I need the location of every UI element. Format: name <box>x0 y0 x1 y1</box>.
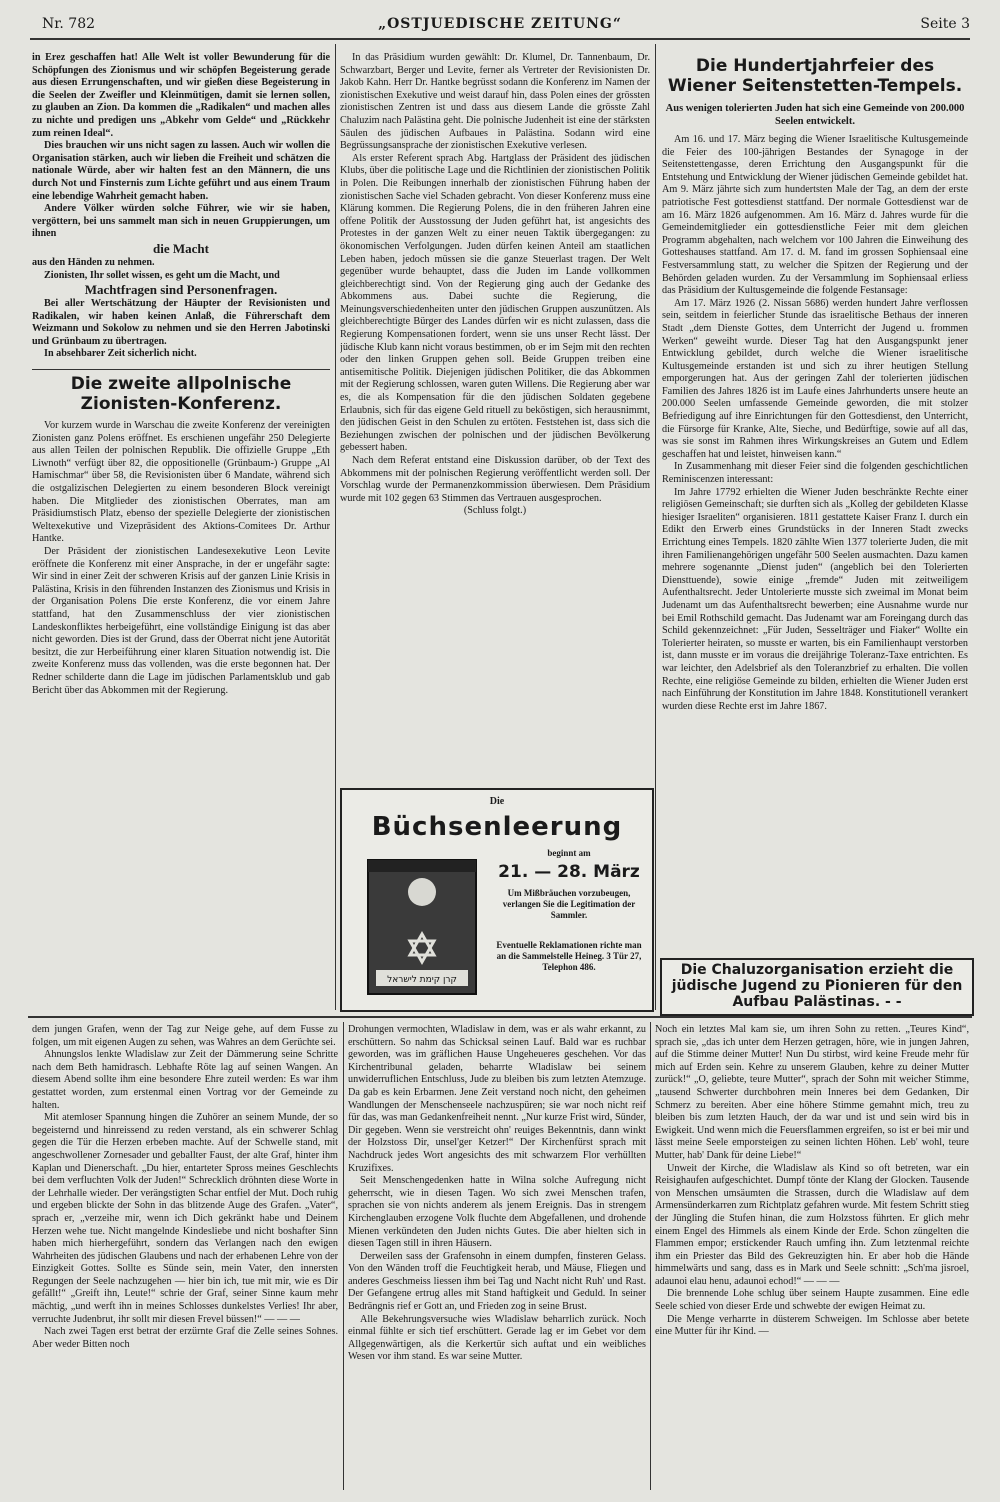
section-divider <box>28 1016 972 1018</box>
paragraph: Am 17. März 1926 (2. Nissan 5686) werden hundert Jahre verflossen sein, seitdem in feierlicher Stunde das israelitische Bethaus der inneren Stadt „dem Dienste Gottes, dem Unterricht der Jugend u. frommen Werken“ geweiht wurde. Dieser Tag hat den Ausgangspunkt jener Entwicklung gebildet, durch welche die Wiener israelitische Kultusgemeinde erstanden ist und sich zu ihrer heutigen Stellung emporgerungen hat. Aus der geringen Zahl der tolerierten jüdischen Familien des Jahres 1826 ist im Laufe eines Jahrhunderts unsere heute an 200.000 Seelen umfassende Gemeinde geworden, die mit stolzer Befriedigung auf ihre Einrichtungen für den Gottesdienst, den Unterricht, die Fürsorge für Kranke, Alte, Sieche, und Bedürftige, sowie auf all das, was sie sonst im Rahmen ihres Wirkungskreises an Gutem und Edlem geschaffen hat und leistet, hinweisen kann.“ <box>662 297 968 460</box>
column-rule <box>650 1022 651 1490</box>
paragraph: In Zusammenhang mit dieser Feier sind die folgenden geschichtlichen Reminiscenzen interessant: <box>662 461 968 486</box>
collection-box-illustration <box>362 852 482 998</box>
paragraph: Nach dem Referat entstand eine Diskussion darüber, ob der Text des Abkommens mit der polnischen Regierung veröffentlicht werden soll. Der Vorschlag wurde der Permanenzkommission überwiesen. Dem Präsidium wurde mit 102 gegen 63 Stimmen das Vertrauen ausgesprochen. <box>340 455 650 504</box>
column-2 <box>340 52 650 742</box>
issue-number: Nr. 782 <box>42 16 96 32</box>
paragraph: Dies brauchen wir uns nicht sagen zu lassen. Auch wir wollen die Organisation stärken, auch wir lieben die Freiheit und schätzen die nationale Würde, aber wir halten fest an den Männern, die uns durch Not und Finsternis zum Lichte geführt und aus einem Traum eine lebendige Wahrheit gemacht haben. <box>32 140 330 202</box>
article-subheading: Aus wenigen tolerierten Juden hat sich eine Gemeinde von 200.000 Seelen entwickelt. <box>665 103 965 127</box>
column-3 <box>662 52 968 952</box>
column-rule <box>335 44 336 1010</box>
emphasis-line: Machtfragen sind Personenfragen. <box>84 282 278 298</box>
paragraph: Die Menge verharrte in düsterem Schweigen. Im Schlosse aber betete eine Mutter für ihr Kind. — <box>655 1313 969 1338</box>
article-heading: Die zweite allpolnische Zionisten-Konferenz. <box>70 374 292 415</box>
paragraph: Mit atemloser Spannung hingen die Zuhörer an seinem Munde, der so begeisternd und hinreissend zu reden verstand, als ein schwerer Schlag gegen die Tür die Herzen erbeben machte. Auf der Schwelle stand, mit angeschwollener Zornesader und geballter Faust, der alte Graf, hinter ihm Kaplan und Dienerschaft. „Du hier, entarteter Spross meines Geschlechts bei dem verfluchten Volk der Juden!“ Schrecklich dröhnten diese Worte in der Lehrhalle wieder. Der verängstigten Schar entfiel der Mut. Doch ruhig und ergeben blickte der Sohn in das blitzende Auge des Grafen. „Vater“, sprach er, „verzeihe mir, wenn ich Dich gekränkt habe und Deinem Herzen wehe tue. Nicht mangelnde Kindesliebe und nicht boshafter Sinn haben mich hierhergeführt, sondern das Verlangen nach den ewigen Wahrheiten des jüdischen Glaubens und nach der erhabenen Lehre von der Einzigkeit Gottes. Sollte es Sünde sein, mein Vater, den innersten Regungen der Seele nachzugehen — hier bin ich, tue mit mir, wie es Dir gefällt!“ „Greift ihn, Leute!“ schrie der Graf, seiner Sinne kaum mehr mächtig, „und werft ihn in meines Schlosses dunkelstes Verlies! Ihr aber, verruchte Judenbrut, ihr sollt mir diesen Frevel büssen!“ — — — <box>32 1112 338 1325</box>
paragraph: Seit Menschengedenken hatte in Wilna solche Aufregung nicht geherrscht, wie in diesen Tagen. Wo sich zwei Menschen trafen, sprachen sie von nichts anderem als jenem Ereignis. Das in strengem Kirchenglauben erzogene Volk fluchte dem Abgefallenen, und drohende Mienen verkündeten den Juden nichts Gutes. Die aber hielten sich in diesen Tagen still in ihren Häusern. <box>348 1175 646 1250</box>
paragraph: Im Jahre 17792 erhielten die Wiener Juden beschränkte Rechte einer religiösen Gemeinschaft; sie durften sich als „Kolleg der gebildeten Klasse hiesiger Israeliten“ organisieren. 1811 gestattete Kaiser Franz I. durch ein Edikt den Erwerb eines Grundstücks in der Inneren Stadt zwecks Errichtung eines Tempels. 1820 zählte Wien 1377 tolerierte Juden, die mit ihren Familienangehörigen ungefähr 500 Seelen ausmachten. Dazu kamen mehrere sogenannte „Dienst juden“ (angeblich bei den Tolerierten Diensttuende), sowie einige „fremde“ Juden mit zeitweiligem Aufenthaltsrecht. Jeder Untolerierte musste sich zweimal im Monat beim Judenamt um das Aufenthaltsrecht bewerben; eine Ausnahme wurde nur bei Emil Rothschild gemacht. Das Judenamt war am Foreingang durch das Schild gekennzeichnet: „Für Juden, Sesselträger und Fiaker“ Wollte ein Tolerierter heiraten, so musste er warten, bis ein Familienhaupt verstorben ist, dann musste er im voraus die dreijährige Toleranz-Taxe entrichten. Es war leichter, den Adelsbrief als den Toleranzbrief zu erhalten. Die vollen Rechte, eine religiöse Gemeinde zu bilden, erhielten die Wiener Juden erst nach Einführung der Konstitution im Jahre 1848. Konstitutionell verankert wurden diese Rechte erst im Jahre 1867. <box>662 486 968 712</box>
paragraph: Bei aller Wertschätzung der Häupter der Revisionisten und Radikalen, wir haben keinen Anlaß, die Führerschaft dem Weizmann und Sokolow zu nehmen und sie den Herren Jabotinski und Grünbaum zu übertragen. <box>32 298 330 347</box>
paragraph: In absehbarer Zeit sicherlich nicht. <box>44 348 197 360</box>
column-1 <box>32 52 330 1010</box>
ad-notice: Um Mißbräuchen vorzubeugen, verlangen Sie die Legitimation der Sammler. <box>502 888 636 920</box>
ad-begins: beginnt am <box>547 848 591 858</box>
paragraph: Noch ein letztes Mal kam sie, um ihren Sohn zu retten. „Teures Kind“, sprach sie, „das ich unter dem Herzen getragen, höre, wie in jungen Jahren, auf die Stimme deiner Mutter! Nun Du stirbst, wird keine Freude mehr für mich auf Erden sein. Kehre zu unserem Glauben, kehre zu deiner Mutter zurück!“ „O, geliebte, teure Mutter“, sprach der Sohn mit weicher Stimme, „tausend Schwerter durchbohren mein Inneres bei dem Gedanken, Dir Schmerz zu bereiten. Aber eine höhere Stimme gemahnt mich, treu zu bleiben bis zum letzten Hauch, der da war und ist und sein wird bis in Ewigkeit. Und wenn mich die Feuersflammen ergreifen, so ist er bei mir und lässt meine Seele emporsteigen zu seinen lichten Höhen. Leb' wohl, teure Mutter, hab' Dank für deine Liebe!“ <box>655 1024 969 1161</box>
ad-dates: 21. — 28. März <box>498 862 640 882</box>
ad-kicker: Die <box>489 796 505 807</box>
divider <box>32 369 330 370</box>
paragraph: Zionisten, Ihr sollet wissen, es geht um die Macht, und <box>44 269 280 281</box>
paragraph: Nach zwei Tagen erst betrat der erzürnte Graf die Zelle seines Sohnes. Aber weder Bitten noch <box>32 1326 338 1350</box>
story-column-2 <box>348 1024 646 1492</box>
page-header <box>30 6 970 40</box>
paragraph: Die brennende Lohe schlug über seinem Haupte zusammen. Eine edle Seele schied von dieser Erde und schwebte der ewigen Heimat zu. <box>655 1288 969 1313</box>
paragraph: Der Präsident der zionistischen Landesexekutive Leon Levite eröffnete die Konferenz mit einer Ansprache, in der er ungefähr sagte: Wir sind in einer Zeit der schweren Krisis auf der ganzen Linie Krisis in Palästina, Krisis in den führenden Instanzen des Zionismus und Krisis in der Organisation Polens Die erste Konferenz, die vor einem Jahre stattfand, hat den Zusammenschluss der vier zionistischen Landeskonfliktes herbeigeführt, eine vollständige Einigung ist das aber nicht geworden. Dies ist der Grund, dass der Oberrat nicht jene Autorität besitzt, die zur Herbeiführung einer klaren Situation notwendig ist. Die zweite Konferenz muss das vollenden, was die erste begonnen hat. Der Redner schilderte dann die Lage im jüdischen Parlamentsklub und gab Bericht über das Abkommen mit der Regierung. <box>32 546 330 696</box>
paragraph: Unweit der Kirche, die Wladislaw als Kind so oft betreten, war ein Reisighaufen aufgeschichtet. Dumpf tönte der Klang der Glocken. Tausende von Menschen umsäumten die Strassen, durch die Wladislaw auf dem Armensünderkarren zum Richtplatz gefahren wurde. Mit festem Schritt stieg der Jüngling die Stufen hinan, die zum Holzstoss führten. Er glich mehr einem Engel des Himmels als einem Kinde der Erde. Schon züngelten die Flammen empor; erstickender Rauch umfing ihn. Zum letztenmal reichte ihm ein Priester das Bild des Gekreuzigten hin. Er aber hob die Hände himmelwärts und sang, dass es in Mark und Seele schnitt: „Sch'ma jisroel, adaunoi elau henu, adaunoi echod!“ — — — <box>655 1162 969 1287</box>
ad-contact: Eventuelle Reklamationen richte man an die Sammelstelle Heineg. 3 Tür 27, Telephon 486. <box>496 940 642 972</box>
column-rule <box>343 1022 344 1490</box>
paragraph: aus den Händen zu nehmen. <box>32 256 155 268</box>
paragraph: Ahnungslos lenkte Wladislaw zur Zeit der Dämmerung seine Schritte nach dem Beth hamidrasch. Lebhafte Röte lag auf seinen Wangen. An diesem Abend sollte ihm eine besondere Ehre zuteil werden: Es war ihm gestattet worden, zum erstenmal einen Vortrag vor der Gemeinde zu halten. <box>32 1049 338 1111</box>
ad-title: Büchsenleerung <box>371 812 623 842</box>
paragraph: Vor kurzem wurde in Warschau die zweite Konferenz der vereinigten Zionisten ganz Polens eröffnet. Es erschienen ungefähr 250 Delegierte aus allen Teilen der polnischen Republik. Die offizielle Gruppe „Eth Liwnoth“ verfügt über 82, die oppositionelle (Grünbaum-) Gruppe „Al Hamischmar“ über 58, die Revisionisten über 6 Mandate, während sich die ostgalizischen Delegierten zu einem besonderen Block vereinigt haben. Die Mitglieder des zionistischen Oberrates, man am Präsidiumstisch Platz, ebenso der spezielle Delegierte der zionistischen Weltexekutive und Vizepräsident des Aktions-Comitees Dr. Arthur Hantke. <box>32 420 330 545</box>
story-column-3 <box>655 1024 969 1492</box>
advertisement <box>340 788 654 1012</box>
paragraph: In das Präsidium wurden gewählt: Dr. Klumel, Dr. Tannenbaum, Dr. Schwarzbart, Berger und Levite, ferner als Vertreter der Revisionisten Dr. Jakob Kahn. Herr Dr. Hantke begrüsst sodann die Konferenz im Namen der zionistischen Exekutive und weist darauf hin, dass Polen eines der grössten zionistischen Zentren ist und dass aus diesem Lande die grösste Zahl Chaluzim nach Palästina geht. Die polnische Judenheit ist eine der stärksten Säulen des jüdischen Aufbaues in Palästina. Sodann wird eine Begrüssungsansprache der zionistischen Exekutive verlesen. <box>340 52 650 152</box>
story-column-1 <box>32 1024 338 1492</box>
column-rule <box>655 44 656 1010</box>
article-heading: Die Hundertjahrfeier des Wiener Seitenstetten-Tempels. <box>667 56 963 96</box>
paragraph: Als erster Referent sprach Abg. Hartglass der Präsident des jüdischen Klubs, über die politische Lage und die Richtlinien der zionistischen Politik in Polen. Die Reibungen innerhalb der zionistischen Führung haben der zionistischen Sache viel Schaden gebracht. Von dieser Konferenz muss eine Klärung kommen. Die Regierung Polens, die in den früheren Jahren eine offene Politik der Ausstossung der Juden geführt hat, ist angesichts des Protestes in der ganzen Welt zu einer neuen Taktik übergegangen: zu ökonomischen Verfolgungen. Juden dürfen keinen Anteil am staatlichen Leben haben, jedoch müssen sie die ganze Steuerlast tragen. Der Welt gegenüber wurde behauptet, dass die Juden im Lande vollkommen gleichberechtigt sind. Von der Regierung ging auch der Gedanke des Abkommens aus. Dabei suchte die Regierung, die Meinungsverschiedenheiten unter den jüdischen Gruppen auszunützen. Als gleichberechtigte Bürger des Landes dürfen wir es nicht zulassen, dass die Regierung Kompensationen fordert, wenn sie uns unser Recht lässt. Der jüdische Klub kann nicht voraus bestimmen, ob er im Sejm mit den rechten oder den linken Gruppen gehen soll. Beide Gruppen treiben eine antisemitische Politik. Diejenigen jüdischen Politiker, die das Abkommen mit der Regierung schlossen, waren guten Willens. Die Regierung aber war es, die als Kompensation für die den jüdischen Soldaten gegebene Erlaubnis, sich für das eigene Geld rituell zu beköstigen, sich herausnimmt, den jüdischen Geist in den Schulen zu ertöten. Feststehen ist, dass sich die Beziehungen zwischen der polnischen und der jüdischen Bevölkerung gebessert haben. <box>340 152 650 454</box>
page-number: Seite 3 <box>920 16 970 32</box>
continuation-note: (Schluss folgt.) <box>463 505 527 517</box>
paragraph: in Erez geschaffen hat! Alle Welt ist voller Bewunderung für die Schöpfungen des Zionismus und wir schöpfen Begeisterung gerade aus diesen Errungenschaften, und wir gießen diese Begeisterung in die Seelen der Zweifler und Kleinmütigen, damit sie lernen sollen, zu glauben an Zion. Da kommen die „Radikalen“ und machen alles zu nichte und predigen uns „Abkehr vom Gelde“ und „Rückkehr zum reinen Ideal“. <box>32 52 330 139</box>
paragraph: Andere Völker würden solche Führer, wie wir sie haben, vergöttern, bei uns sammelt man sich in neuen Gruppierungen, um ihnen <box>32 203 330 240</box>
paragraph: Alle Bekehrungsversuche wies Wladislaw beharrlich zurück. Noch einmal fühlte er sich tief erschüttert. Gerade lag er im Gebet vor dem Allgegenwärtigen, als die Kerkertür sich auftat und ein weibliches Wesen vor ihm stand. Es war seine Mutter. <box>348 1313 646 1363</box>
paragraph: Am 16. und 17. März beging die Wiener Israelitische Kultusgemeinde die Feier des 100-jährigen Bestandes der Synagoge in der Seitenstettengasse, deren Errichtung den Ausgangspunkt für die Entstehung und Entwicklung der Wiener jüdischen Gemeinde gebildet hat. Am 9. März jährte sich zum hundertsten Male der Tag, an dem der erste patriotische Fest gottesdienst stattfand. Der normale Gottesdienst war de am 16. März 1826 aufgenommen. Am 16. März d. Jahres wurde für die Gemeindemitglieder ein gottesdienstliche Feier mit dem gleichen Programm abgehalten, nach welchem vor 100 Jahren die Einweihung des Gotteshauses stattfand. Am 17. d. M. fand im grossen Sophiensaal eine Festversammlung statt, zu welcher die Spitzen der Regierung und der Behörden geladen wurden. Zu der Versammlung im Sophiensaal erliess das Präsidium der Kultusgemeinde die folgende Festansage: <box>662 134 968 297</box>
newspaper-title: „OSTJUEDISCHE ZEITUNG“ <box>378 16 622 32</box>
box-label: קרן קימת לישראל <box>387 975 457 985</box>
paragraph: dem jungen Grafen, wenn der Tag zur Neige gehe, auf dem Fusse zu folgen, um mit eigenen Augen zu sehen, was Wahres an dem Gerüchte sei. <box>32 1024 338 1048</box>
paragraph: Drohungen vermochten, Wladislaw in dem, was er als wahr erkannt, zu erschüttern. So nahm das Schicksal seinen Lauf. Bald war es ruchbar geworden, was im gräflichen Hause Ungeheueres geschehen. Vor das Kirchentribunal geladen, beharrte Wladislaw bei seinem unwiderruflichen Entschluss, Jude zu bleiben bis zum letzten Atemzuge. Da gab es kein Erbarmen. Jene Zeit verstand noch nicht, den geheimen Wandlungen der Menschenseele nachzuspüren; sie war noch nicht reif für das, was man Gedankenfreiheit nennt. „Nur kurze Frist wird, Sünder, Dir gegeben. Wenn sie verstreicht ohn' reuiges Bekenntnis, dann winkt der Holzstoss Dir, unsel'ger Ketzer!“ Der Kirchenfürst sprach mit Nachdruck jedes Wort angesichts des mit schwarzem Flor verhüllten Kruzifixes. <box>348 1024 646 1174</box>
paragraph: Derweilen sass der Grafensohn in einem dumpfen, finsteren Gelass. Von den Wänden troff die Feuchtigkeit herab, und Mäuse, Fliegen und anderes Geschmeiss liessen ihm bei Tag und Nacht nicht Ruh' und Rast. Der Gefangene ertrug alles mit Stand haftigkeit und Geduld. In seiner Bedrängnis rief er Gott an, und Frieden zog in seine Brust. <box>348 1250 646 1313</box>
emphasis-line: die Macht <box>153 240 209 256</box>
chaluz-banner: Die Chaluzorganisation erzieht die jüdische Jugend zu Pionieren für den Aufbau Palästinas. - - <box>660 958 974 1016</box>
